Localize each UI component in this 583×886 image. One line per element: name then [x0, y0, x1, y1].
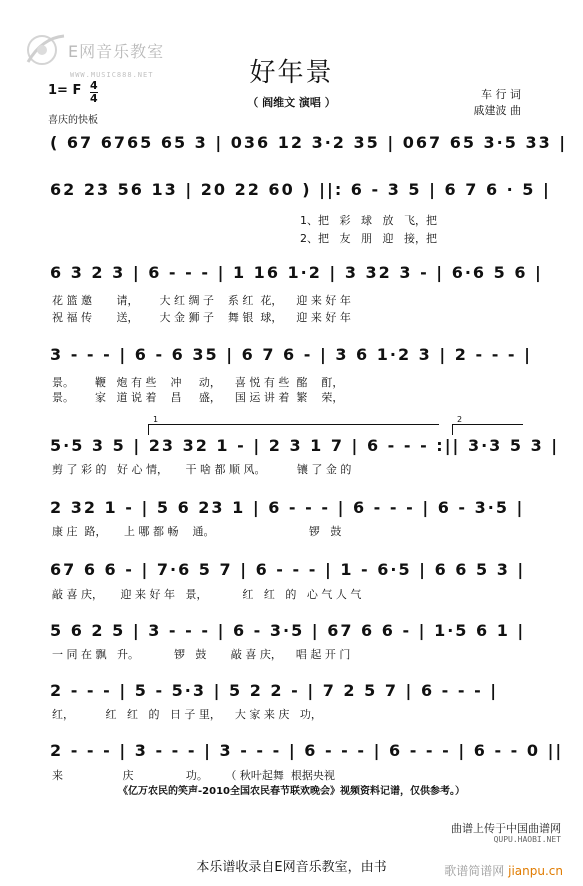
score-line-8: 5 6 2 5 | 3 - - - | 6 - 3·5 | 67 6 6 - | 1·5 6 1 | [50, 621, 526, 640]
upload-stamp-url: QUPU.HAOBI.NET [493, 835, 561, 844]
watermark-url: WWW.MUSIC888.NET [70, 71, 154, 79]
lyricist-credit: 车 行 词 [481, 88, 521, 101]
site-watermark-stamp [444, 862, 563, 879]
score-line-1: ( 67 6765 65 3 | 036 12 3·2 35 | 067 65 3·5 33 | [50, 133, 568, 152]
score-line-7: 67 6 6 - | 7·6 5 7 | 6 - - - | 1 - 6·5 | 6 6 5 3 | [50, 560, 526, 579]
author-credits [474, 87, 522, 119]
source-note: 《亿万农民的笑声-2010全国农民春节联欢晚会》视频资料记谱，仅供参考。） [118, 786, 465, 797]
footer-credit: 本乐谱收录自E网音乐教室，由书 [196, 860, 387, 875]
lyric-line-1-verse-1: 1、把 彩 球 放 飞，把 [300, 214, 437, 227]
lyric-line-3-verse-1: 景。 鞭 炮 有 些 冲 动， 喜 悦 有 些 酩 酊， [52, 376, 344, 389]
lyric-line-1-verse-2: 2、把 友 朋 迎 接，把 [300, 232, 437, 245]
song-title: 好年景 [249, 58, 334, 88]
upload-stamp: 曲谱上传于中国曲谱网 [451, 822, 561, 835]
lyric-line-6: 敲 喜 庆， 迎 来 好 年 景， 红 红 的 心 气 人 气 [52, 588, 362, 601]
site-watermark-name: 歌谱简谱网 [444, 864, 505, 878]
score-line-10: 2 - - - | 3 - - - | 3 - - - | 6 - - - | 6 - - - | 6 - - 0 || [50, 741, 564, 760]
score-line-5: 5·5 3 5 | 23 32 1 - | 2 3 1 7 | 6 - - - :|| 3·3 5 3 | [50, 436, 560, 455]
watermark-site-name: E网音乐教室 [68, 42, 165, 61]
lyric-line-3-verse-2: 景。 家 道 说 着 昌 盛， 国 运 讲 着 繁 荣， [52, 391, 344, 404]
singer-credit: （ 阎维文 演唱 ） [247, 96, 336, 109]
lyric-line-2-verse-1: 花 篮 邀 请， 大 红 绸 子 系 红 花， 迎 来 好 年 [52, 294, 351, 307]
lyric-line-4: 剪 了 彩 的 好 心 情， 干 啥 都 顺 风。 镶 了 金 的 [52, 463, 352, 476]
volta-first-ending [148, 415, 439, 435]
time-signature [90, 81, 98, 104]
score-line-3: 6 3 2 3 | 6 - - - | 1 16 1·2 | 3 32 3 - | 6·6 5 6 | [50, 263, 543, 282]
lyric-line-8: 红， 红 红 的 日 子 里， 大 家 来 庆 功， [52, 708, 322, 721]
score-line-9: 2 - - - | 5 - 5·3 | 5 2 2 - | 7 2 5 7 | 6 - - - | [50, 681, 499, 700]
volta-first-ending-label: 1 [153, 415, 159, 424]
score-line-2: 62 23 56 13 | 20 22 60 ) ||: 6 - 3 5 | 6 7 6 · 5 | [50, 180, 551, 199]
time-signature-bottom: 4 [90, 92, 98, 105]
composer-credit: 戚建波 曲 [473, 104, 521, 117]
lyric-line-5: 康 庄 路， 上 哪 都 畅 通。 锣 鼓 [52, 525, 342, 538]
score-line-4: 3 - - - | 6 - 6 35 | 6 7 6 - | 3 6 1·2 3 | 2 - - - | [50, 345, 532, 364]
lyric-line-9: 来 庆 功。 （ 秋叶起舞 根据央视 [52, 769, 335, 782]
volta-second-ending [452, 415, 523, 435]
score-line-6: 2 32 1 - | 5 6 23 1 | 6 - - - | 6 - - - | 6 - 3·5 | [50, 498, 525, 517]
lyric-line-2-verse-2: 祝 福 传 送， 大 金 狮 子 舞 银 球， 迎 来 好 年 [52, 311, 351, 324]
key-signature: 1= F [48, 83, 82, 98]
lyric-line-7: 一 同 在 飘 升。 锣 鼓 敲 喜 庆， 唱 起 开 门 [52, 648, 351, 661]
site-watermark-url: jianpu.cn [508, 864, 563, 878]
volta-second-ending-label: 2 [457, 415, 463, 424]
tempo-marking: 喜庆的快板 [48, 115, 98, 126]
time-signature-top: 4 [90, 79, 98, 92]
